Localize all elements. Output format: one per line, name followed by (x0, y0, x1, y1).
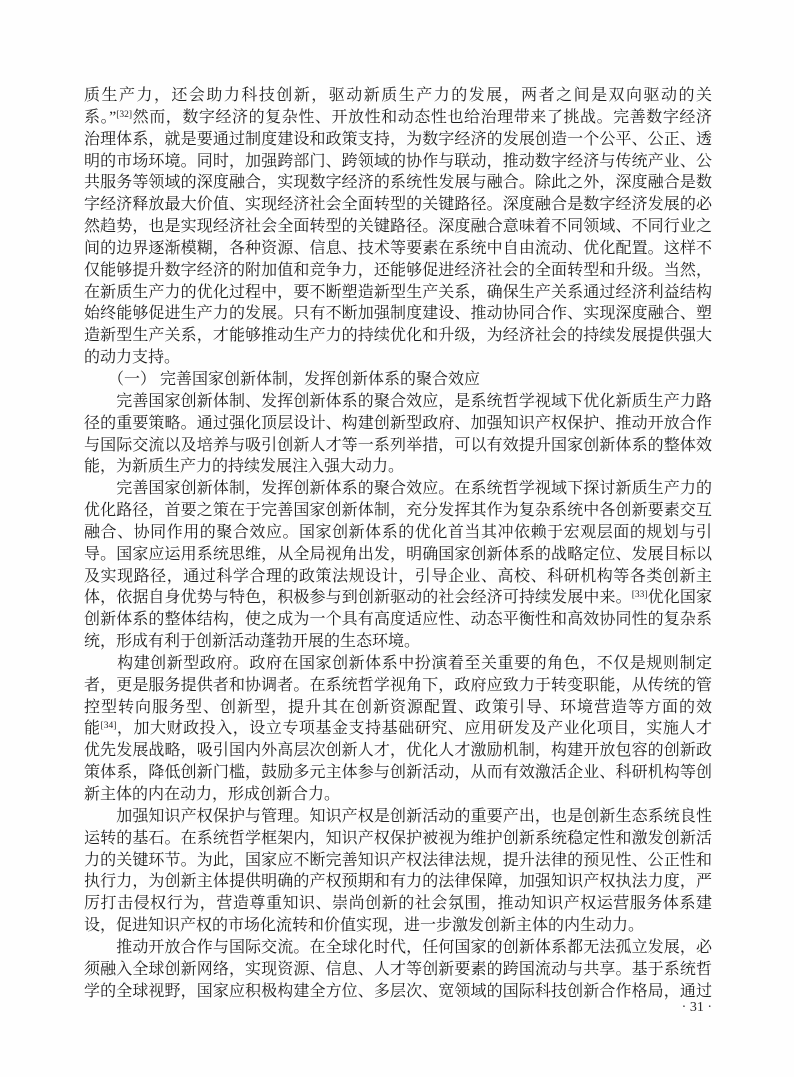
text-line: 完善国家创新体制、发挥创新体系的聚合效应，是系统哲学视域下优化新质生产力路 (84, 392, 712, 410)
text-line: 厉打击侵权行为，营造尊重知识、崇尚创新的社会氛围，推动知识产权运营服务体系建 (84, 895, 712, 913)
text-line: 仅能够提升数字经济的附加值和竞争力，还能够促进经济社会的全面转型和升级。当然， (84, 261, 712, 279)
text-line: 径的重要策略。通过强化顶层设计、构建创新型政府、加强知识产权保护、推动开放合作 (84, 414, 712, 432)
text-line: 能，为新质生产力的持续发展注入强大动力。 (84, 458, 405, 476)
text-line: 统，形成有利于创新活动蓬勃开展的生态环境。 (84, 633, 421, 651)
text-line: 构建创新型政府。政府在国家创新体系中扮演着至关重要的角色，不仅是规则制定 (84, 654, 712, 672)
text-line: 融合、协同作用的聚合效应。国家创新体系的优化首当其冲依赖于宏观层面的规划与引 (84, 523, 712, 541)
text-line: 间的边界逐渐模糊，各种资源、信息、技术等要素在系统中自由流动、优化配置。这样不 (84, 239, 712, 257)
footnote-marker: [34] (100, 721, 117, 732)
text-line: 优先发展战略，吸引国内外高层次创新人才，优化人才激励机制，构建开放包容的创新政 (84, 742, 712, 760)
text-line: 者，更是服务提供者和协调者。在系统哲学视角下，政府应致力于转变职能，从传统的管 (84, 676, 712, 694)
text-line: 运转的基石。在系统哲学框架内，知识产权保护被视为维护创新系统稳定性和激发创新活 (84, 829, 712, 847)
page-number: · 31 · (681, 1000, 712, 1015)
text-line: 然趋势，也是实现经济社会全面转型的关键路径。深度融合意味着不同领域、不同行业之 (84, 218, 712, 236)
text-line: 须融入全球创新网络，实现资源、信息、人才等创新要素的跨国流动与共享。基于系统哲 (84, 960, 712, 978)
text-line: 策体系，降低创新门槛，鼓励多元主体参与创新活动，从而有效激活企业、科研机构等创 (84, 764, 712, 782)
text-line: 质生产力，还会助力科技创新，驱动新质生产力的发展，两者之间是双向驱动的关 (84, 87, 712, 104)
text-line: 创新体系的整体结构，使之成为一个具有高度适应性、动态平衡性和高效协同性的复杂系 (84, 611, 712, 629)
text-line: 体，依据自身优势与特色，积极参与到创新驱动的社会经济可持续发展中来。[33]优化国家 (84, 589, 712, 607)
text-line: 治理体系，就是要通过制度建设和政策支持，为数字经济的发展创造一个公平、公正、透 (84, 130, 712, 148)
text-line: 在新质生产力的优化过程中，要不断塑造新型生产关系，确保生产关系通过经济利益结构 (84, 283, 712, 301)
text-line: 优化路径，首要之策在于完善国家创新体制，充分发挥其作为复杂系统中各创新要素交互 (84, 502, 712, 520)
text-line: 共服务等领域的深度融合，实现数字经济的系统性发展与融合。除此之外，深度融合是数 (84, 174, 712, 192)
text-line: 与国际交流以及培养与吸引创新人才等一系列举措，可以有效提升国家创新体系的整体效 (84, 436, 712, 454)
text-line: 的动力支持。 (84, 349, 181, 367)
text-line: 执行力，为创新主体提供明确的产权预期和有力的法律保障，加强知识产权执法力度，严 (84, 873, 712, 891)
text-block (84, 85, 712, 1002)
footnote-marker: [32] (116, 109, 133, 120)
text-line: 导。国家应运用系统思维，从全局视角出发，明确国家创新体系的战略定位、发展目标以 (84, 545, 712, 563)
text-line: 控型转向服务型、创新型，提升其在创新资源配置、政策引导、环境营造等方面的效 (84, 698, 712, 716)
text-line: 加强知识产权保护与管理。知识产权是创新活动的重要产出，也是创新生态系统良性 (84, 807, 712, 825)
footnote-marker: [33] (631, 590, 648, 601)
text-line: 设，促进知识产权的市场化流转和价值实现，进一步激发创新主体的内生动力。 (84, 917, 645, 935)
text-line: 力的关键环节。为此，国家应不断完善知识产权法律法规，提升法律的预见性、公正性和 (84, 851, 712, 869)
text-line: 始终能够促进生产力的发展。只有不断加强制度建设、推动协同合作、实现深度融合、塑 (84, 305, 712, 323)
text-line: 造新型生产关系，才能够推动生产力的持续优化和升级，为经济社会的持续发展提供强大 (84, 327, 712, 345)
text-line: 明的市场环境。同时，加强跨部门、跨领域的协作与联动，推动数字经济与传统产业、公 (84, 152, 712, 170)
text-line: 系。”[32]然而，数字经济的复杂性、开放性和动态性也给治理带来了挑战。完善数字经济 (84, 108, 712, 126)
text-line: 字经济释放最大价值、实现经济社会全面转型的关键路径。深度融合是数字经济发展的必 (84, 196, 712, 214)
text-line: 能[34]，加大财政投入，设立专项基金支持基础研究、应用研发及产业化项目，实施人才 (84, 720, 712, 738)
text-line: 学的全球视野，国家应积极构建全方位、多层次、宽领域的国际科技创新合作格局，通过 (84, 982, 712, 1000)
text-line: 新主体的内在动力，形成创新合力。 (84, 786, 341, 803)
section-heading: （一） 完善国家创新体制，发挥创新体系的聚合效应 (84, 370, 481, 388)
text-line: 推动开放合作与国际交流。在全球化时代，任何国家的创新体系都无法孤立发展，必 (84, 938, 712, 956)
text-line: 完善国家创新体制，发挥创新体系的聚合效应。在系统哲学视域下探讨新质生产力的 (84, 480, 712, 498)
text-line: 及实现路径，通过科学合理的政策法规设计，引导企业、高校、科研机构等各类创新主 (84, 567, 712, 585)
